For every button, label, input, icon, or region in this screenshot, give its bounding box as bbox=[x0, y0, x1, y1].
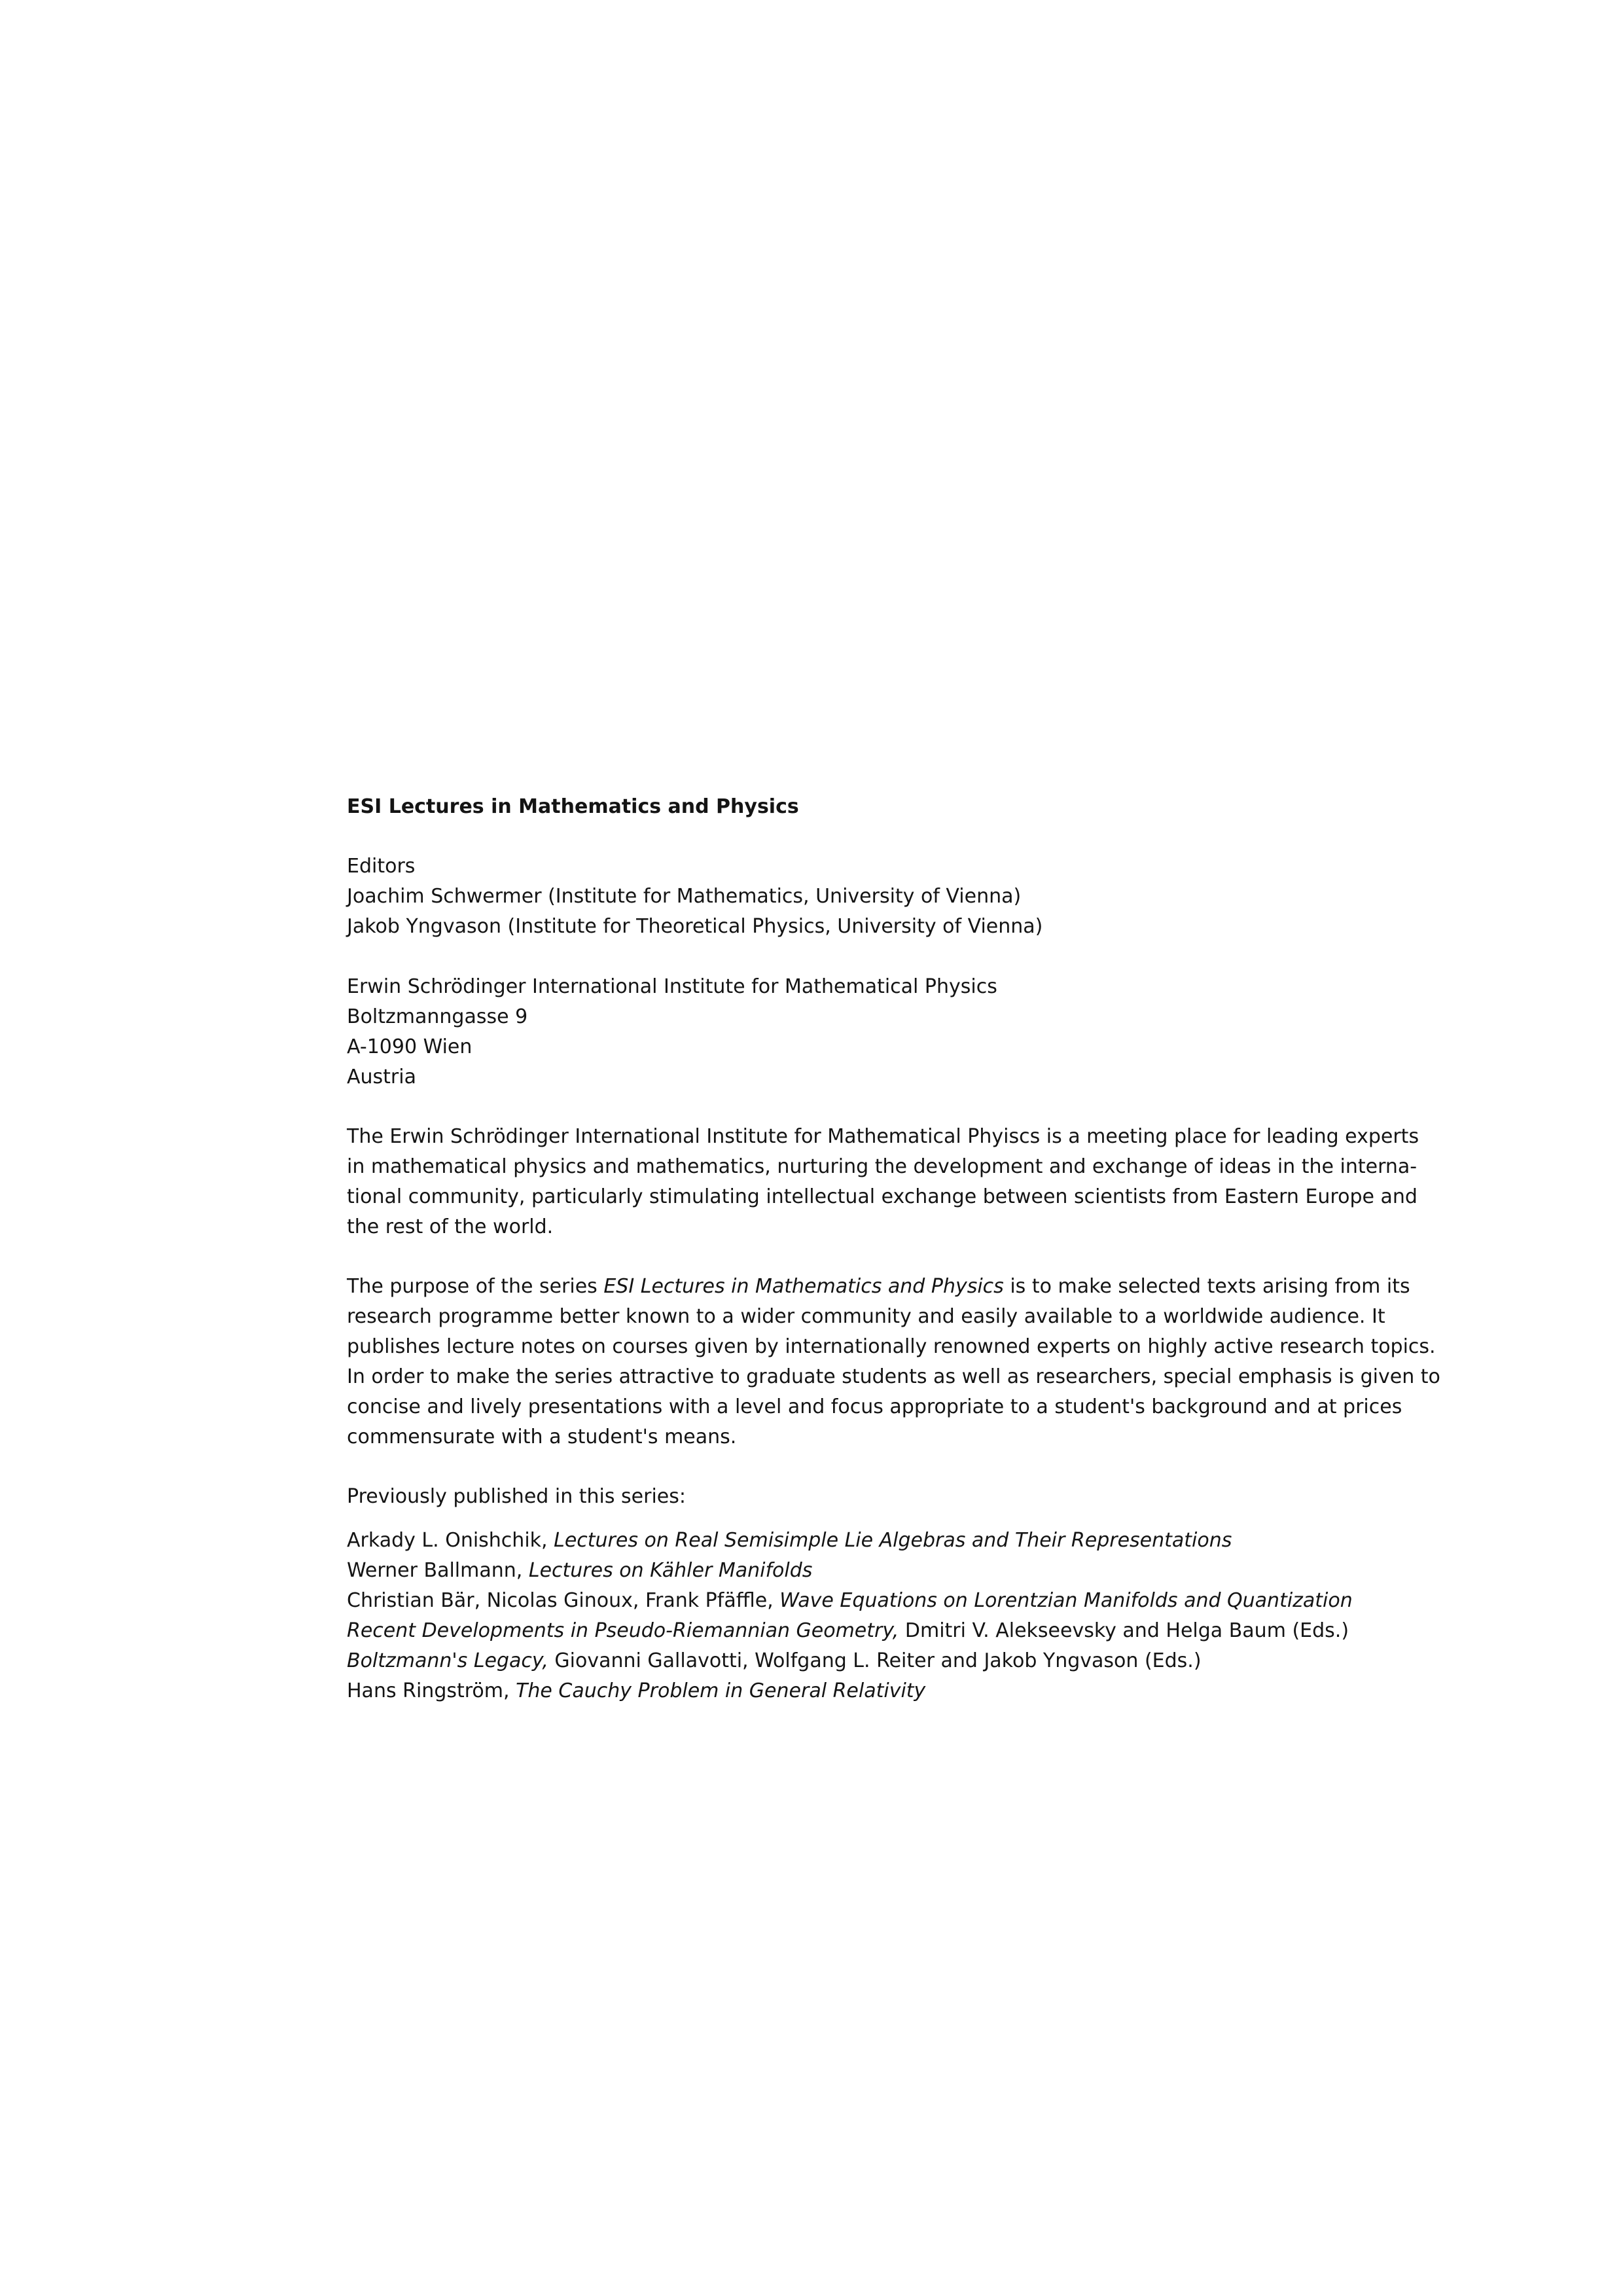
address-line: Austria bbox=[347, 1066, 416, 1088]
publication-item bbox=[347, 1556, 1315, 1586]
publication-title: Lectures on Kähler Manifolds bbox=[528, 1559, 813, 1582]
publication-title: Lectures on Real Semisimple Lie Algebras and Their Representations bbox=[554, 1529, 1232, 1552]
institute-description bbox=[347, 1122, 1419, 1242]
publication-suffix: Giovanni Gallavotti, Wolfgang L. Reiter and Jakob Yngvason (Eds.) bbox=[548, 1649, 1202, 1672]
previously-published-label: Previously published in this series: bbox=[347, 1485, 686, 1508]
publication-title: Wave Equations on Lorentzian Manifolds and Quantization bbox=[779, 1589, 1353, 1612]
publication-author: Werner Ballmann, bbox=[347, 1559, 529, 1582]
editor-line: Jakob Yngvason (Institute for Theoretical Physics, University of Vienna) bbox=[347, 915, 1043, 938]
publication-list bbox=[347, 1526, 1353, 1706]
paragraph-line: publishes lecture notes on courses given by internationally renowned experts on highly active research topics. bbox=[347, 1335, 1436, 1358]
paragraph-line: research programme better known to a wider community and easily available to a worldwide audience. It bbox=[347, 1305, 1385, 1328]
paragraph-line: tional community, particularly stimulating intellectual exchange between scientists from Eastern Europe and bbox=[347, 1185, 1418, 1208]
purpose-suffix: is to make selected texts arising from its bbox=[1003, 1275, 1410, 1298]
paragraph-line: In order to make the series attractive to graduate students as well as researchers, special emphasis is given to bbox=[347, 1365, 1440, 1388]
publication-title: The Cauchy Problem in General Relativity bbox=[516, 1679, 926, 1702]
editors-section bbox=[347, 852, 1315, 942]
address-line: A-1090 Wien bbox=[347, 1035, 473, 1058]
paragraph-line: the rest of the world. bbox=[347, 1215, 554, 1238]
series-title: ESI Lectures in Mathematics and Physics bbox=[347, 795, 799, 818]
publication-author: Hans Ringström, bbox=[347, 1679, 516, 1702]
publication-author: Christian Bär, Nicolas Ginoux, Frank Pfäffle, bbox=[347, 1589, 780, 1612]
publication-item bbox=[347, 1676, 1315, 1706]
paragraph-line: The Erwin Schrödinger International Institute for Mathematical Phyiscs is a meeting place for leading experts bbox=[347, 1125, 1419, 1148]
publication-item bbox=[347, 1646, 1315, 1676]
purpose-prefix: The purpose of the series bbox=[347, 1275, 604, 1298]
paragraph-line: in mathematical physics and mathematics, nurturing the development and exchange of ideas in the interna- bbox=[347, 1155, 1418, 1178]
paragraph-line: concise and lively presentations with a level and focus appropriate to a student's background and at prices bbox=[347, 1395, 1402, 1418]
publication-suffix: Dmitri V. Alekseevsky and Helga Baum (Eds.) bbox=[899, 1619, 1349, 1642]
paragraph-line bbox=[347, 1272, 1410, 1302]
publication-item bbox=[347, 1526, 1315, 1556]
publication-item bbox=[347, 1586, 1353, 1616]
publication-item bbox=[347, 1616, 1349, 1646]
publication-title: Recent Developments in Pseudo-Riemannian Geometry, bbox=[347, 1619, 899, 1642]
publication-author: Arkady L. Onishchik, bbox=[347, 1529, 554, 1552]
editor-line: Joachim Schwermer (Institute for Mathematics, University of Vienna) bbox=[347, 885, 1022, 908]
series-purpose bbox=[347, 1272, 1440, 1452]
editors-heading: Editors bbox=[347, 855, 416, 878]
publication-title: Boltzmann's Legacy, bbox=[347, 1649, 548, 1672]
institute-address bbox=[347, 972, 1315, 1092]
paragraph-line: commensurate with a student's means. bbox=[347, 1426, 737, 1448]
address-line: Erwin Schrödinger International Institute for Mathematical Physics bbox=[347, 975, 997, 998]
address-line: Boltzmanngasse 9 bbox=[347, 1005, 528, 1028]
series-name-italic: ESI Lectures in Mathematics and Physics bbox=[603, 1275, 1004, 1298]
